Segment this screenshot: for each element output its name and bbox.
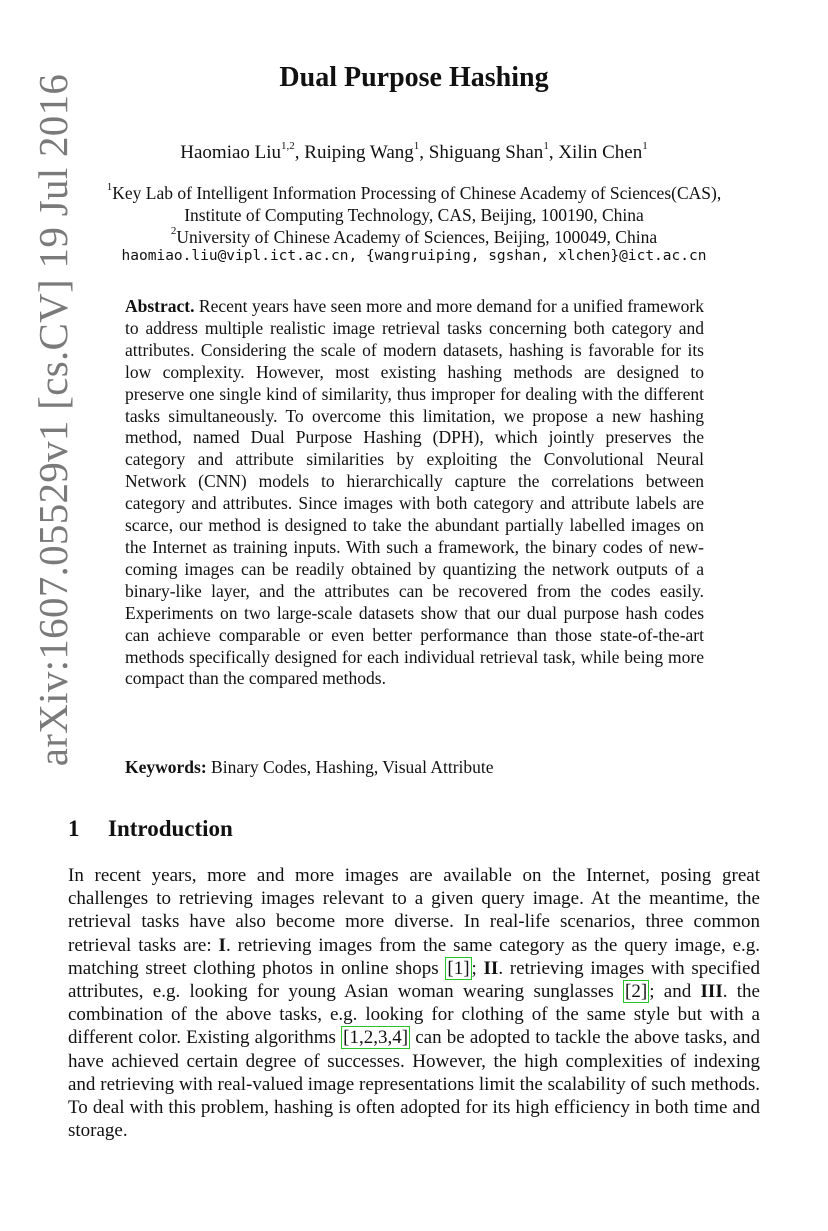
affiliation-text: Key Lab of Intelligent Information Processing of Chinese Academy of Sciences(CAS), bbox=[112, 183, 722, 203]
affiliation-1-line-1 bbox=[0, 183, 828, 204]
author-affiliation-mark: 1 bbox=[642, 140, 648, 152]
abstract-text: Recent years have seen more and more demand for a unified framework to address multiple realistic image retrieval tasks concerning both category and attributes. Considering the scale of modern datasets, hashing is favorable for its low complexity. However, most existing hashing methods are designed to preserve one single kind of similarity, thus improper for dealing with the different tasks simultaneously. To overcome this limitation, we propose a new hashing method, named Dual Purpose Hashing (DPH), which jointly preserves the category and attribute similarities by exploiting the Convolutional Neural Network (CNN) models to hierarchically capture the correlations between category and attributes. Since images with both category and attribute labels are scarce, our method is designed to take the abundant partially labelled images on the Internet as training inputs. With such a framework, the binary codes of new-coming images can be readily obtained by quantizing the network outputs of a binary-like layer, and the attributes can be recovered from the codes easily. Experiments on two large-scale datasets show that our dual purpose hash codes can achieve comparable or even better performance than those state-of-the-art methods specifically designed for each individual retrieval task, while being more compact than the compared methods. bbox=[125, 296, 705, 689]
author-name: Shiguang Shan bbox=[428, 142, 544, 163]
paragraph-text: . retrieving images from the same category as the query image, e.g. matching street clothing photos in online shops bbox=[68, 934, 760, 979]
affiliation-text: University of Chinese Academy of Sciences, Beijing, 100049, China bbox=[176, 227, 658, 247]
abstract-label: Abstract. bbox=[125, 296, 195, 316]
section-title: Introduction bbox=[108, 816, 233, 841]
section-number: 1 bbox=[68, 816, 80, 841]
introduction-paragraph bbox=[68, 864, 760, 1142]
section-heading bbox=[68, 816, 233, 842]
affiliation-mark: 2 bbox=[170, 225, 177, 237]
author-affiliation-mark: 1 bbox=[413, 140, 420, 152]
arxiv-identifier: arXiv:1607.05529v1 [cs.CV] 19 Jul 2016 bbox=[30, 73, 76, 767]
citation-link[interactable]: [1] bbox=[447, 957, 470, 979]
citation-link[interactable]: [2] bbox=[625, 981, 648, 1003]
author-name: Ruiping Wang bbox=[304, 142, 414, 163]
paragraph-text: can be adopted to tackle the above tasks, and have achieved certain degree of successes. However, the high complexities of indexing and retrieving with real-valued image representations limit the scalability of such methods. To deal with this problem, hashing is often adopted for its high efficiency in both time and storage. bbox=[68, 1027, 760, 1142]
paragraph-text: ; bbox=[471, 957, 484, 979]
affiliation-2 bbox=[0, 227, 828, 248]
affiliation-mark: 1 bbox=[106, 181, 113, 193]
paragraph-text: In recent years, more and more images are available on the Internet, posing great challenges to retrieving images relevant to a given query image. At the meantime, the retrieval tasks have also become more diverse. In real-life scenarios, three common retrieval tasks are: bbox=[68, 865, 760, 956]
arxiv-sidebar-stamp bbox=[22, 70, 84, 770]
affiliation-1-line-2: Institute of Computing Technology, CAS, Beijing, 100190, China bbox=[184, 205, 644, 225]
author-affiliation-mark: 1,2 bbox=[281, 140, 295, 152]
keywords-text: Binary Codes, Hashing, Visual Attribute bbox=[211, 757, 494, 777]
keywords-label: Keywords: bbox=[125, 757, 207, 777]
citation-link[interactable]: [1,2,3,4] bbox=[343, 1027, 409, 1049]
author-name: Xilin Chen bbox=[558, 142, 643, 163]
task-marker: III bbox=[700, 981, 723, 1003]
paragraph-text: . retrieving images with specified attributes, e.g. looking for young Asian woman wearing sunglasses bbox=[68, 957, 760, 1003]
task-marker: II bbox=[483, 957, 499, 979]
paragraph-text: . the combination of the above tasks, e.g. looking for clothing of the same style but with a different color. Existing algorithms bbox=[68, 981, 760, 1049]
task-marker: I bbox=[218, 934, 226, 956]
paper-title: Dual Purpose Hashing bbox=[279, 62, 549, 93]
paragraph-text: ; and bbox=[649, 981, 701, 1003]
author-list: Haomiao Liu$^{1,2}$, Ruiping Wang$^1$, Shiguang Shan$^1$, Xilin Chen$^1$ bbox=[180, 140, 648, 163]
keywords bbox=[125, 757, 704, 778]
author-emails: haomiao.liu@vipl.ict.ac.cn, {wangruiping, sgshan, xlchen}@ict.ac.cn bbox=[121, 248, 707, 264]
author-affiliation-mark: 1 bbox=[543, 140, 549, 152]
abstract bbox=[125, 296, 704, 690]
author-name: Haomiao Liu bbox=[180, 142, 282, 163]
